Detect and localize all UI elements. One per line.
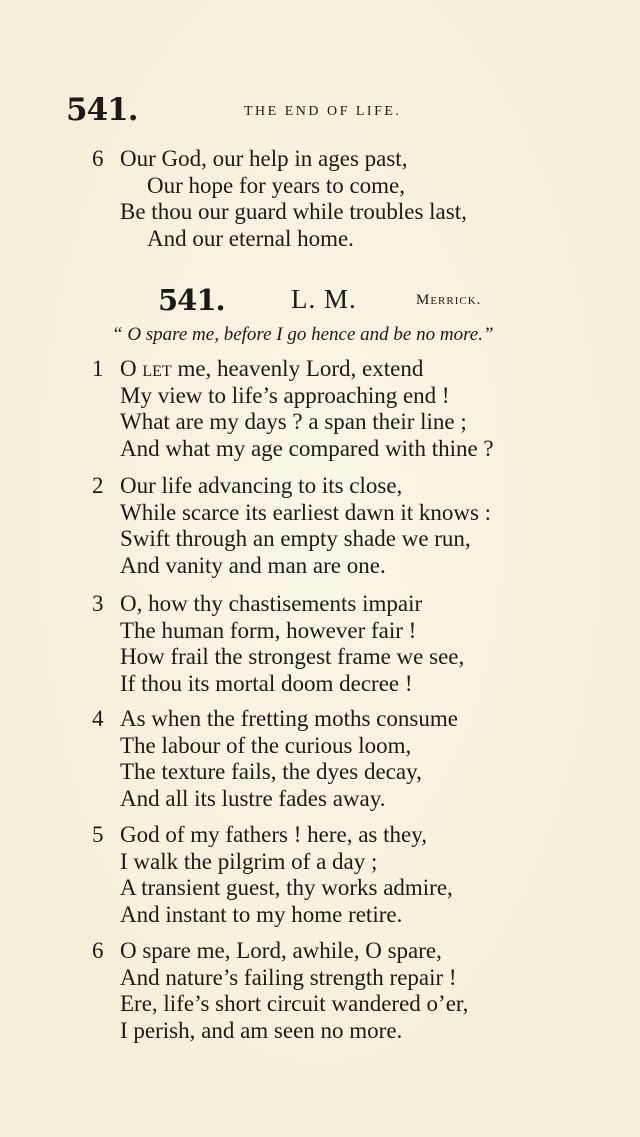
stanza-line bbox=[92, 356, 612, 383]
stanza-line: And vanity and man are one. bbox=[120, 552, 386, 578]
running-head bbox=[66, 92, 586, 132]
stanza-line: Our hope for years to come, bbox=[147, 172, 406, 198]
stanza-number: 6 bbox=[92, 146, 104, 171]
stanza-line: And our eternal home. bbox=[147, 225, 354, 251]
stanza-number: 3 bbox=[92, 591, 104, 616]
stanza-5 bbox=[92, 822, 612, 928]
stanza-line: Ere, life’s short circuit wandered o’er, bbox=[120, 991, 469, 1016]
stanza-line: And what my age compared with thine ? bbox=[120, 435, 494, 461]
hymn-tune: Merrick. bbox=[416, 292, 482, 308]
stanza-line: The labour of the curious loom, bbox=[120, 732, 412, 758]
page-number: 541. bbox=[66, 92, 138, 128]
hymn-meter: L. M. bbox=[291, 284, 357, 314]
stanza-line: The human form, however fair ! bbox=[120, 617, 417, 643]
stanza-number: 4 bbox=[92, 706, 104, 731]
stanza-number: 6 bbox=[92, 938, 104, 963]
stanza-line: A transient guest, thy works admire, bbox=[120, 875, 453, 900]
stanza-line: I perish, and am seen no more. bbox=[120, 1017, 403, 1043]
stanza-line: As when the fretting moths consume bbox=[120, 706, 458, 731]
stanza-line: While scarce its earliest dawn it knows : bbox=[120, 499, 492, 525]
stanza-line: Our life advancing to its close, bbox=[120, 473, 403, 498]
stanza-line: God of my fathers ! here, as they, bbox=[120, 822, 427, 847]
stanza-line: And instant to my home retire. bbox=[120, 901, 403, 927]
stanza-line: The texture fails, the dyes decay, bbox=[120, 759, 422, 784]
stanza-line: What are my days ? a span their line ; bbox=[120, 409, 467, 434]
stanza-line: And all its lustre fades away. bbox=[120, 785, 386, 811]
small-caps-word: let bbox=[142, 356, 172, 381]
stanza-number: 1 bbox=[92, 356, 104, 381]
stanza-line: O spare me, Lord, awhile, O spare, bbox=[120, 938, 442, 963]
running-title: THE END OF LIFE. bbox=[244, 104, 402, 119]
stanza-line: Be thou our guard while troubles last, bbox=[120, 199, 467, 224]
previous-hymn-stanza bbox=[92, 146, 612, 252]
stanza-6 bbox=[92, 938, 612, 1044]
hymn-number: 541. bbox=[158, 283, 225, 317]
hymn-heading bbox=[158, 283, 578, 317]
stanza-line: If thou its mortal doom decree ! bbox=[120, 670, 413, 696]
stanza-number: 2 bbox=[92, 473, 104, 498]
stanza-line: Our God, our help in ages past, bbox=[120, 146, 408, 171]
stanza-4 bbox=[92, 706, 612, 812]
stanza-line: Swift through an empty shade we run, bbox=[120, 526, 471, 551]
stanza-2 bbox=[92, 473, 612, 579]
first-word: O bbox=[120, 356, 143, 381]
stanza-line: And nature’s failing strength repair ! bbox=[120, 964, 457, 990]
stanza-1 bbox=[92, 356, 612, 462]
stanza-number: 5 bbox=[92, 822, 104, 847]
stanza-line: How frail the strongest frame we see, bbox=[120, 644, 465, 669]
stanza-line: O, how thy chastisements impair bbox=[120, 591, 423, 616]
stanza-3 bbox=[92, 591, 612, 697]
stanza-line: My view to life’s approaching end ! bbox=[120, 382, 450, 408]
hymn-motto: “ O spare me, before I go hence and be no more.” bbox=[112, 324, 494, 345]
first-line-rest: me, heavenly Lord, extend bbox=[171, 356, 424, 381]
stanza-line: I walk the pilgrim of a day ; bbox=[120, 848, 378, 874]
